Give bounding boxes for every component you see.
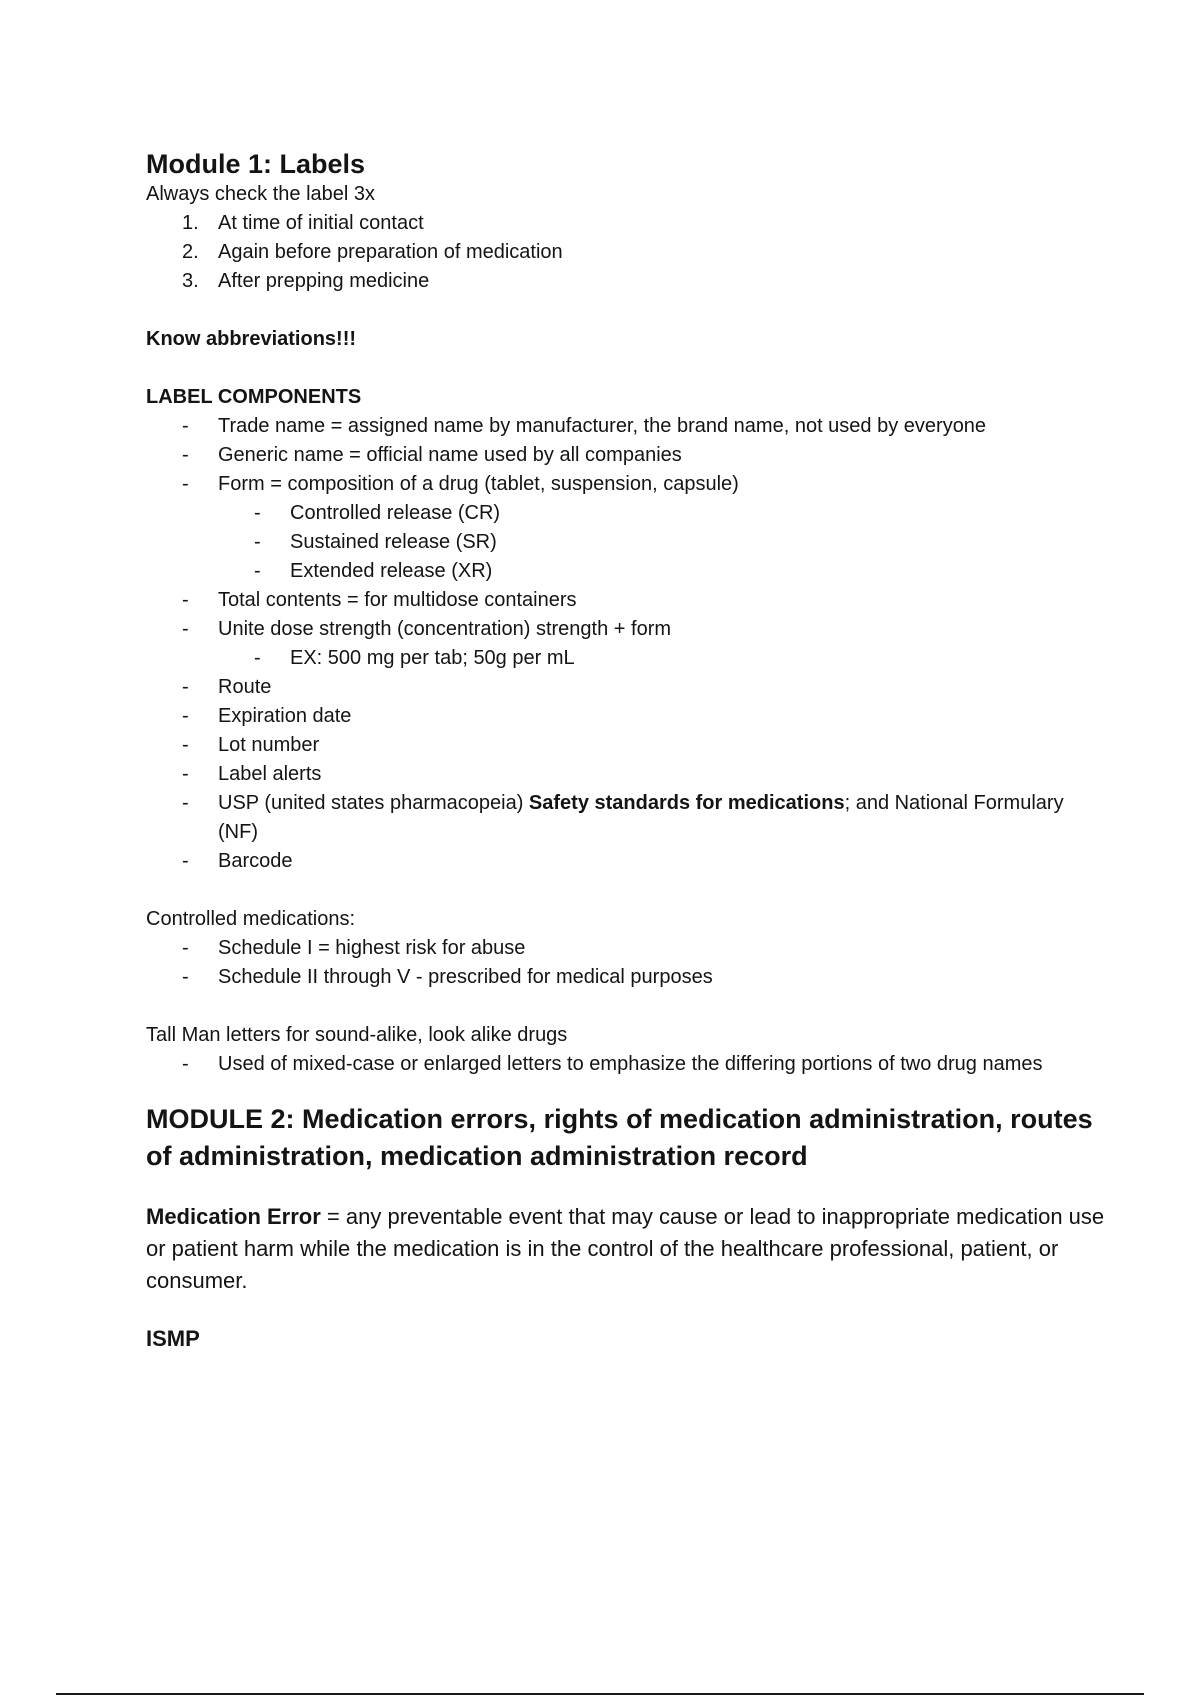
list-item: - Expiration date [182,705,352,727]
abbreviations-note: Know abbreviations!!! [146,328,357,350]
list-item: - USP (united states pharmacopeia) Safety standards for medications; and National Formulary (NF) [182,792,1064,843]
controlled-medications-heading: Controlled medications: [146,908,355,930]
list-item: - EX: 500 mg per tab; 50g per mL [254,647,575,669]
list-item: - Route [182,676,272,698]
list-item: - Extended release (XR) [254,560,493,582]
list-item: 1. At time of initial contact [182,212,424,234]
document-page [146,148,1106,1355]
medication-error-definition: Medication Error = any preventable event that may cause or lead to inappropriate medication use or patient harm while the medication is in the control of the healthcare professional, patient, or consumer. [146,1204,1105,1293]
list-item: 3. After prepping medicine [182,270,430,292]
list-item: - Used of mixed-case or enlarged letters to emphasize the differing portions of two drug names [182,1053,1043,1075]
list-item: 2. Again before preparation of medication [182,241,563,263]
page-divider [56,1693,1144,1695]
list-item: - Unite dose strength (concentration) strength + form - EX: 500 mg per tab; 50g per mL [146,615,1106,673]
check-steps-list [146,209,1106,296]
tallman-list [146,1050,1106,1079]
controlled-list [146,934,1106,992]
list-item: - Schedule I = highest risk for abuse [182,937,526,959]
list-item: - Trade name = assigned name by manufacturer, the brand name, not used by everyone [182,415,987,437]
list-item: - Generic name = official name used by all companies [182,444,682,466]
check-intro: Always check the label 3x [146,183,376,205]
label-components-list [146,412,1106,876]
list-item: - Controlled release (CR) [254,502,501,524]
form-sublist [218,499,1106,586]
list-item: - Label alerts [182,763,322,785]
module2-title: MODULE 2: Medication errors, rights of medication administration, routes of administration, medication administration record [146,1104,1093,1171]
list-item: - Schedule II through V - prescribed for medical purposes [182,966,713,988]
label-components-heading: LABEL COMPONENTS [146,386,362,408]
module1-title: Module 1: Labels [146,149,366,179]
list-item: - Lot number [182,734,320,756]
list-item: - Form = composition of a drug (tablet, suspension, capsule) - Controlled release (CR) - Sustained release (SR) - Extended release (XR) [146,470,1106,586]
list-item: - Total contents = for multidose containers [182,589,577,611]
unit-dose-sublist [218,644,1106,673]
tallman-heading: Tall Man letters for sound-alike, look alike drugs [146,1024,568,1046]
ismp-heading: ISMP [146,1326,200,1351]
list-item: - Sustained release (SR) [254,531,497,553]
list-item: - Barcode [182,850,293,872]
